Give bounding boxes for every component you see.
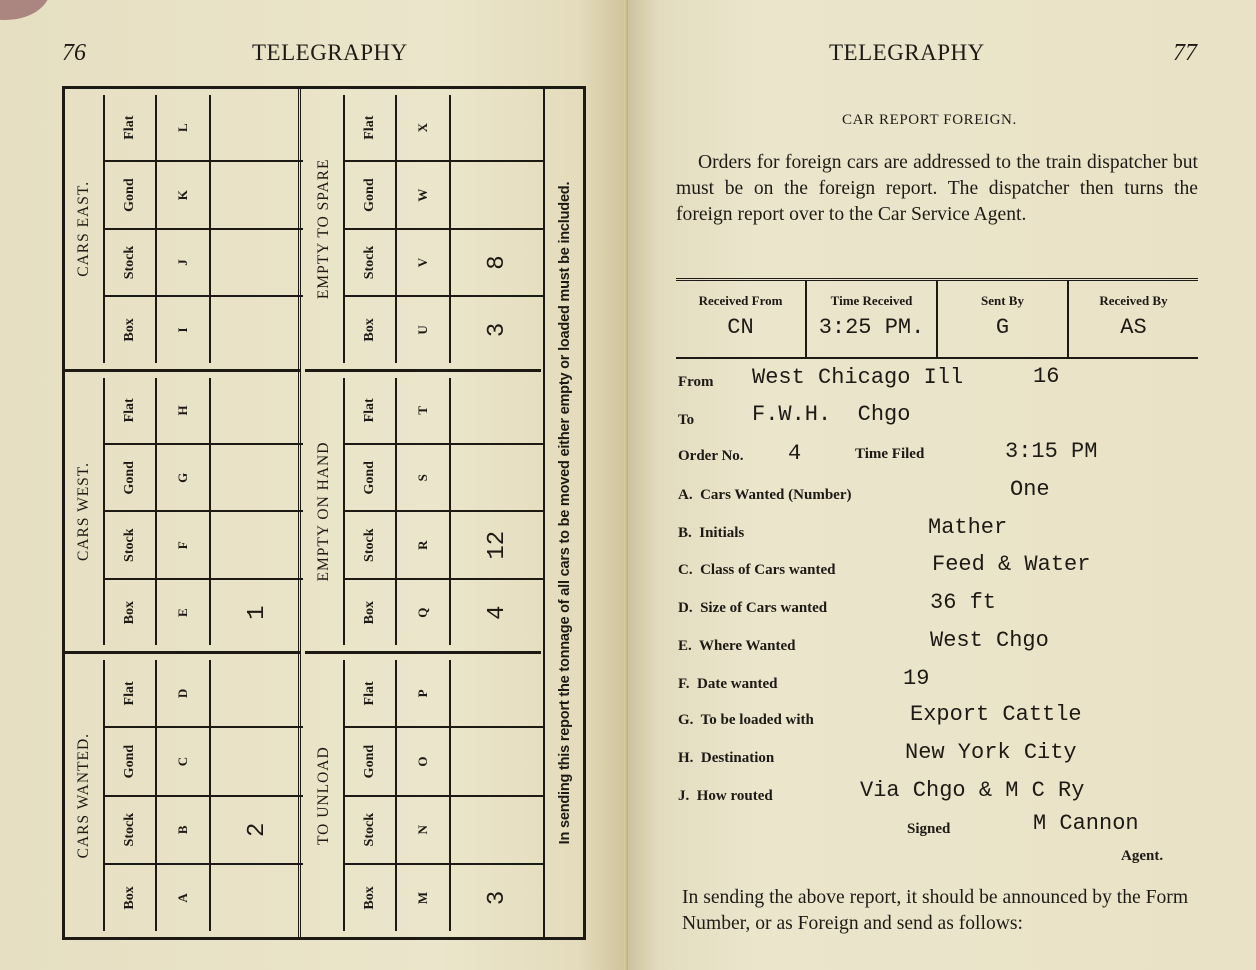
time-received-label: Time Received (830, 293, 913, 308)
table-column (345, 228, 543, 295)
table-band-2 (305, 89, 541, 937)
form-item-value: One (1010, 477, 1050, 502)
table-column (345, 726, 543, 794)
car-type-label: Flat (345, 660, 397, 726)
cipher-letter: F (157, 513, 211, 578)
car-count (211, 162, 303, 227)
car-type-label: Stock (345, 513, 397, 578)
table-band-1 (65, 89, 301, 937)
car-type-label: Gond (345, 162, 397, 227)
table-column (345, 660, 543, 726)
table-column (345, 795, 543, 863)
form-item-label: E. Where Wanted (678, 638, 796, 654)
car-type-label: Box (105, 297, 157, 362)
cipher-letter: B (157, 797, 211, 863)
car-type-label: Stock (105, 230, 157, 295)
received-from-label: Received From (698, 293, 783, 308)
order-label: Order No. (678, 448, 744, 464)
section-heading: CARS EAST. (75, 180, 92, 277)
car-count: 4 (483, 605, 511, 620)
time-received-value: 3:25 PM. (818, 315, 925, 340)
cipher-letter: O (397, 728, 451, 794)
cipher-letter: D (157, 660, 211, 726)
agent-label: Agent. (1121, 848, 1164, 864)
time-filed-label: Time Filed (855, 446, 925, 462)
table-column (345, 863, 543, 931)
section-heading: TO UNLOAD (315, 746, 332, 846)
cipher-letter: P (397, 660, 451, 726)
form-item-label: F. Date wanted (678, 676, 778, 692)
received-from-cell (676, 281, 807, 357)
table-section-cars-west (65, 372, 301, 655)
cipher-letter: A (157, 865, 211, 931)
from-extra: 16 (1033, 364, 1060, 389)
cipher-letter: S (397, 445, 451, 510)
page-number-right: 77 (1173, 40, 1197, 66)
car-count (211, 513, 303, 578)
cipher-letter: V (397, 230, 451, 295)
car-count: 1 (243, 605, 271, 620)
car-count (211, 95, 303, 160)
table-column (105, 95, 303, 160)
form-header (676, 278, 1198, 359)
form-item-value: Via Chgo & M C Ry (860, 778, 1085, 803)
car-count (211, 378, 303, 443)
section-heading: EMPTY TO SPARE (315, 158, 332, 300)
table-column (345, 511, 543, 578)
cipher-letter: G (157, 445, 211, 510)
car-type-label: Stock (105, 513, 157, 578)
table-column (105, 726, 303, 794)
form-item-label: A. Cars Wanted (Number) (678, 487, 852, 503)
signed-value: M Cannon (1033, 811, 1139, 836)
table-column (345, 160, 543, 227)
from-label: From (678, 374, 714, 390)
car-count (451, 162, 543, 227)
car-type-label: Flat (345, 95, 397, 160)
car-count (451, 445, 543, 510)
form-item-value: Feed & Water (932, 552, 1091, 577)
cipher-letter: H (157, 378, 211, 443)
car-type-label: Box (105, 865, 157, 931)
cipher-letter: T (397, 378, 451, 443)
car-count (451, 660, 543, 726)
table-section-empty-to-spare (305, 89, 541, 372)
table-section-cars-east (65, 89, 301, 372)
form-item-label: G. To be loaded with (678, 712, 814, 728)
time-filed-value: 3:15 PM (1005, 439, 1098, 464)
to-label: To (678, 412, 695, 428)
cipher-letter: J (157, 230, 211, 295)
car-count (211, 230, 303, 295)
section-heading: CARS WEST. (75, 462, 92, 562)
received-by-cell (1069, 281, 1198, 357)
cipher-letter: W (397, 162, 451, 227)
car-type-label: Gond (105, 162, 157, 227)
table-column (105, 863, 303, 931)
signed-label: Signed (907, 821, 951, 837)
car-count: 12 (483, 530, 511, 560)
car-count (451, 95, 543, 160)
section-heading: EMPTY ON HAND (315, 441, 332, 582)
car-type-label: Box (345, 865, 397, 931)
table-column (105, 660, 303, 726)
car-count (211, 660, 303, 726)
car-type-label: Stock (105, 797, 157, 863)
car-count (451, 378, 543, 443)
table-section-to-unload (305, 654, 541, 937)
form-item-value: Mather (928, 515, 1008, 540)
form-item-value: 19 (903, 666, 930, 691)
section-heading: CARS WANTED. (75, 732, 92, 859)
car-type-label: Stock (345, 230, 397, 295)
cipher-letter: N (397, 797, 451, 863)
cipher-letter: R (397, 513, 451, 578)
received-from-value: CN (727, 315, 754, 340)
car-count (451, 797, 543, 863)
sent-by-cell (938, 281, 1069, 357)
cipher-letter: C (157, 728, 211, 794)
car-count: 8 (483, 255, 511, 270)
to-value: F.W.H. Chgo (752, 402, 911, 427)
car-count (211, 297, 303, 362)
form-item-value: Export Cattle (910, 702, 1082, 727)
form-item-value: New York City (905, 740, 1077, 765)
running-head-right: TELEGRAPHY (829, 40, 985, 65)
car-report-table (62, 86, 586, 940)
cipher-letter: K (157, 162, 211, 227)
car-type-label: Flat (345, 378, 397, 443)
car-count (211, 445, 303, 510)
car-count: 3 (483, 322, 511, 338)
closing-paragraph: In sending the above report, it should be announced by the Form Number, or as Foreign and send as follows: (682, 887, 1189, 934)
form-item-label: B. Initials (678, 525, 745, 541)
table-column (345, 578, 543, 645)
table-column (105, 511, 303, 578)
car-type-label: Flat (105, 378, 157, 443)
table-section-empty-on-hand (305, 372, 541, 655)
time-received-cell (807, 281, 938, 357)
table-column (105, 160, 303, 227)
intro-paragraph: Orders for foreign cars are addressed to the train dispatcher but must be on the foreign report. The dispatcher then turns the foreign report over to the Car Service Agent. (676, 152, 1198, 225)
received-by-value: AS (1120, 315, 1147, 340)
cipher-letter: U (397, 297, 451, 362)
car-count (451, 728, 543, 794)
car-count: 2 (243, 822, 271, 837)
table-column (105, 578, 303, 645)
table-column (105, 228, 303, 295)
left-page (0, 0, 628, 970)
cipher-letter: M (397, 865, 451, 931)
table-column (105, 795, 303, 863)
form-item-value: West Chgo (930, 628, 1049, 653)
table-column (105, 378, 303, 443)
car-type-label: Flat (105, 660, 157, 726)
table-column (105, 443, 303, 510)
table-column (345, 95, 543, 160)
page-edge (1256, 0, 1260, 970)
car-type-label: Gond (345, 445, 397, 510)
form-item-label: J. How routed (678, 788, 773, 804)
car-type-label: Flat (105, 95, 157, 160)
running-head-left: TELEGRAPHY (252, 40, 408, 65)
form-item-label: H. Destination (678, 750, 775, 766)
sent-by-label: Sent By (981, 293, 1024, 308)
car-type-label: Stock (345, 797, 397, 863)
car-type-label: Gond (105, 728, 157, 794)
car-type-label: Gond (105, 445, 157, 510)
cipher-letter: Q (397, 580, 451, 645)
table-section-cars-wanted (65, 654, 301, 937)
cipher-letter: X (397, 95, 451, 160)
car-count: 3 (483, 890, 511, 906)
from-value: West Chicago Ill (752, 365, 964, 390)
received-by-label: Received By (1099, 293, 1168, 308)
form-item-label: D. Size of Cars wanted (678, 600, 828, 616)
car-type-label: Gond (345, 728, 397, 794)
order-value: 4 (788, 441, 802, 466)
table-column (345, 295, 543, 362)
form-item-value: 36 ft (930, 590, 997, 615)
page-number-left: 76 (62, 40, 86, 66)
section-title: CAR REPORT FOREIGN. (842, 112, 1017, 128)
sent-by-value: G (995, 315, 1010, 340)
table-footnote: In sending this report the tonnage of all cars to be moved either empty or loaded must be included. (543, 89, 585, 937)
form-item-label: C. Class of Cars wanted (678, 562, 836, 578)
cover-corner (0, 0, 50, 20)
cipher-letter: L (157, 95, 211, 160)
car-type-label: Box (105, 580, 157, 645)
table-column (105, 295, 303, 362)
cipher-letter: E (157, 580, 211, 645)
car-count (211, 865, 303, 931)
car-type-label: Box (345, 297, 397, 362)
car-count (211, 728, 303, 794)
cipher-letter: I (157, 297, 211, 362)
table-column (345, 443, 543, 510)
car-type-label: Box (345, 580, 397, 645)
table-column (345, 378, 543, 443)
